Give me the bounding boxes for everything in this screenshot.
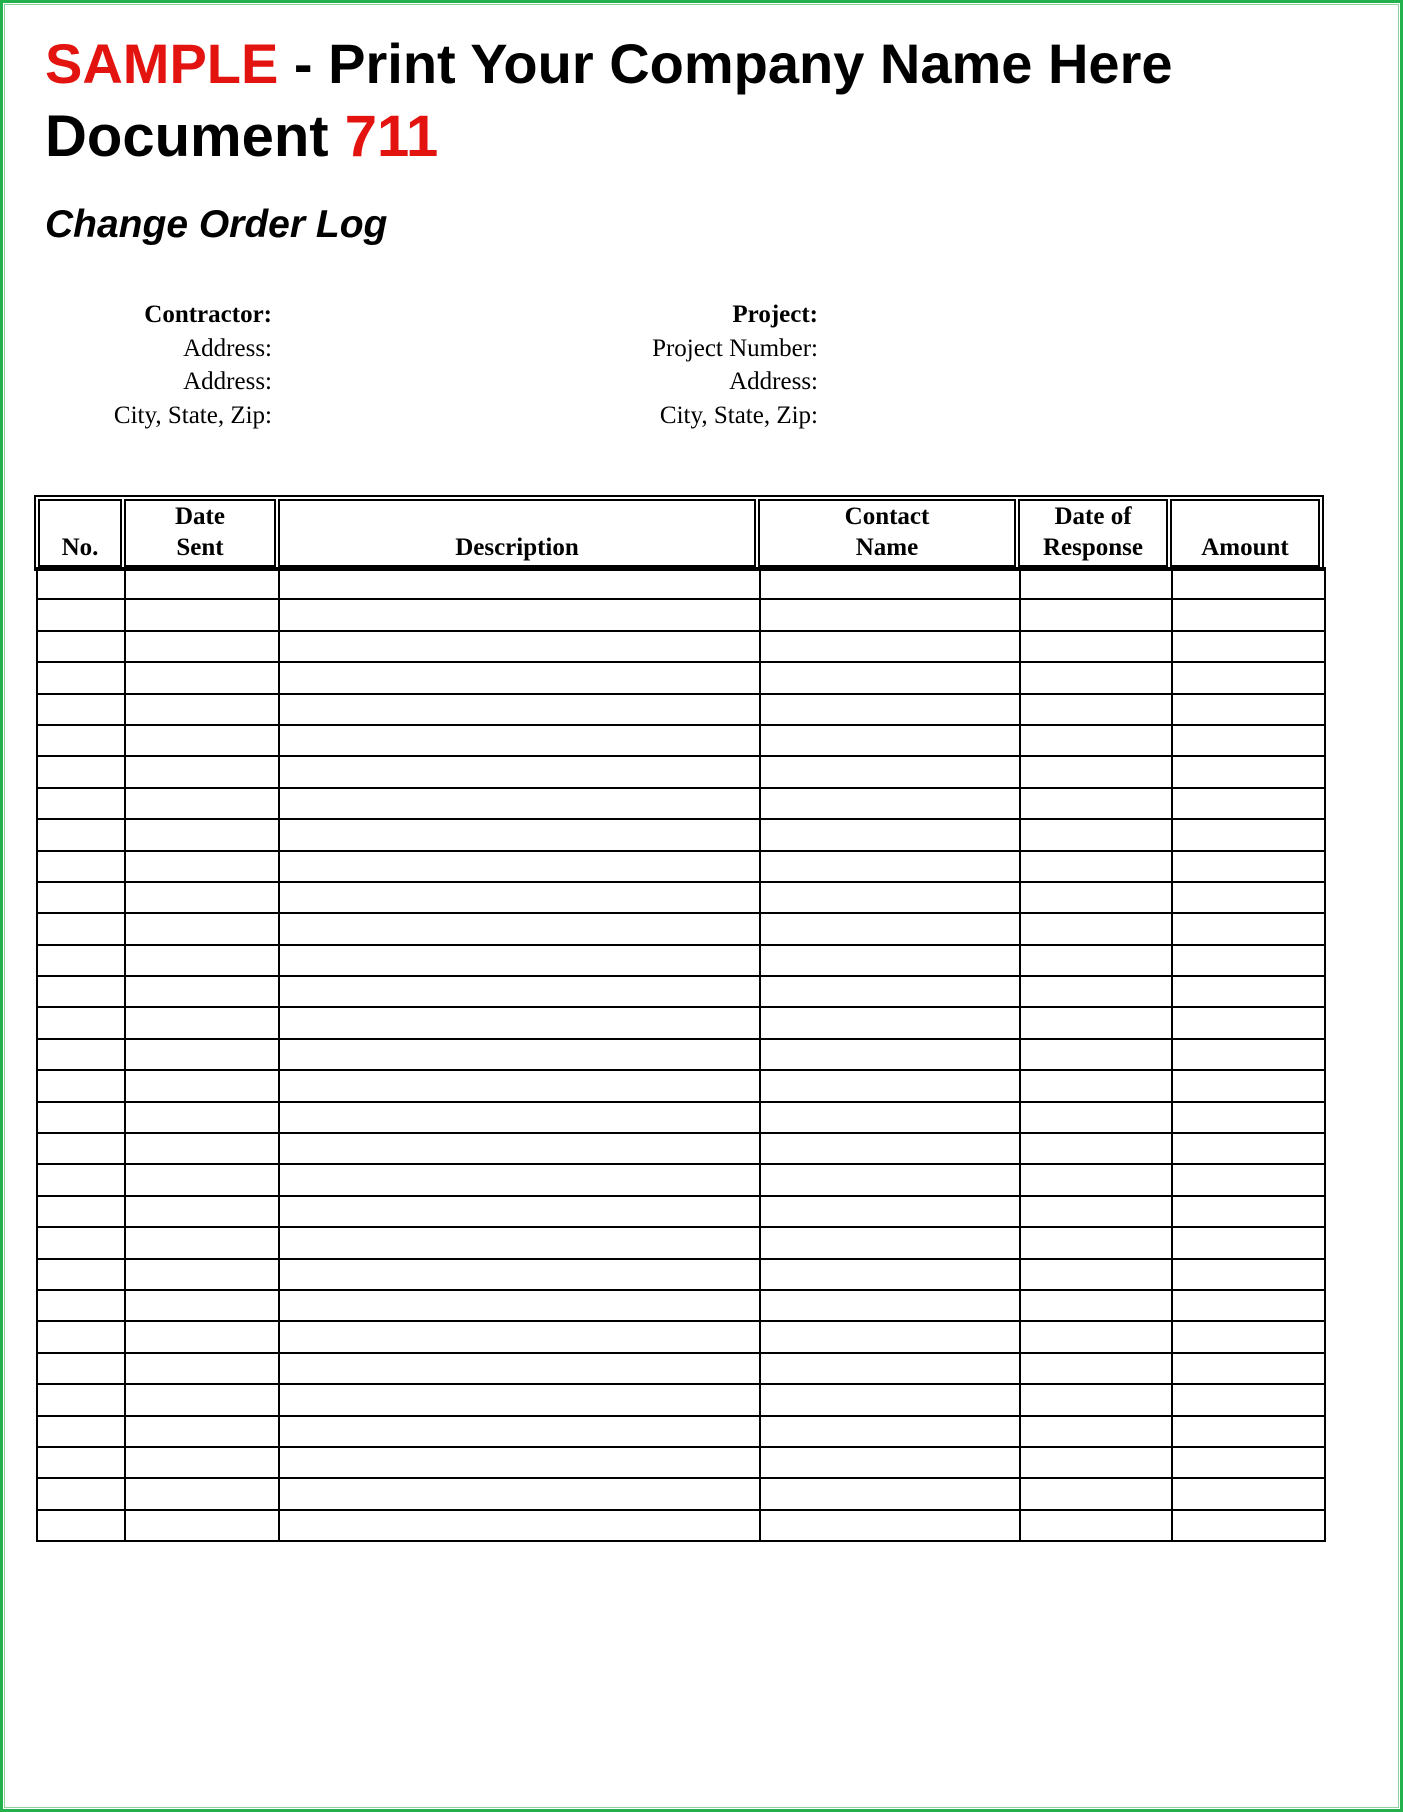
cell-amount[interactable] — [1172, 1102, 1325, 1133]
cell-no[interactable] — [37, 1039, 125, 1070]
cell-no[interactable] — [37, 788, 125, 819]
contractor-city-state-zip-label: City, State, Zip: — [113, 401, 272, 429]
cell-amount[interactable] — [1172, 1353, 1325, 1384]
cell-amount[interactable] — [1172, 599, 1325, 630]
table-row — [37, 1290, 1325, 1321]
cell-no[interactable] — [37, 1321, 125, 1352]
column-header-contact-name: Contact Name — [758, 499, 1016, 567]
cell-date-sent[interactable] — [125, 1164, 279, 1195]
cell-date-sent[interactable] — [125, 662, 279, 693]
table-row — [37, 1447, 1325, 1478]
cell-contact-name[interactable] — [760, 1102, 1020, 1133]
cell-date-sent[interactable] — [125, 945, 279, 976]
cell-contact-name[interactable] — [760, 945, 1020, 976]
document-number: 711 — [344, 104, 439, 169]
cell-date-of-response[interactable] — [1020, 882, 1172, 913]
cell-date-of-response[interactable] — [1020, 1510, 1172, 1541]
cell-date-sent[interactable] — [125, 882, 279, 913]
cell-amount[interactable] — [1172, 725, 1325, 756]
cell-contact-name[interactable] — [760, 756, 1020, 787]
cell-amount[interactable] — [1172, 1039, 1325, 1070]
cell-contact-name[interactable] — [760, 819, 1020, 850]
cell-description[interactable] — [279, 1007, 760, 1038]
cell-no[interactable] — [37, 851, 125, 882]
cell-description[interactable] — [279, 725, 760, 756]
cell-contact-name[interactable] — [760, 1510, 1020, 1541]
table-row — [37, 913, 1325, 944]
sample-label: SAMPLE — [45, 32, 279, 95]
cell-date-of-response[interactable] — [1020, 976, 1172, 1007]
cell-contact-name[interactable] — [760, 631, 1020, 662]
cell-amount[interactable] — [1172, 1321, 1325, 1352]
cell-contact-name[interactable] — [760, 851, 1020, 882]
table-row — [37, 1007, 1325, 1038]
cell-date-of-response[interactable] — [1020, 1007, 1172, 1038]
cell-date-sent[interactable] — [125, 1039, 279, 1070]
table-row — [37, 1227, 1325, 1258]
cell-contact-name[interactable] — [760, 1196, 1020, 1227]
contractor-heading: Contractor: — [144, 301, 272, 328]
cell-no[interactable] — [37, 1164, 125, 1195]
table-row — [37, 1510, 1325, 1541]
cell-description[interactable] — [279, 1070, 760, 1101]
cell-description[interactable] — [279, 1510, 760, 1541]
cell-date-of-response[interactable] — [1020, 1478, 1172, 1509]
cell-date-sent[interactable] — [125, 1416, 279, 1447]
cell-date-of-response[interactable] — [1020, 1164, 1172, 1195]
cell-date-sent[interactable] — [125, 1510, 279, 1541]
cell-date-of-response[interactable] — [1020, 756, 1172, 787]
cell-description[interactable] — [279, 1416, 760, 1447]
cell-amount[interactable] — [1172, 819, 1325, 850]
change-order-table — [34, 495, 1324, 571]
table-row — [37, 1321, 1325, 1352]
cell-contact-name[interactable] — [760, 1164, 1020, 1195]
cell-no[interactable] — [37, 1290, 125, 1321]
project-address-label: Address: — [729, 368, 818, 395]
cell-date-sent[interactable] — [125, 1478, 279, 1509]
cell-no[interactable] — [37, 662, 125, 693]
cell-date-sent[interactable] — [125, 851, 279, 882]
cell-no[interactable] — [37, 694, 125, 725]
cell-date-sent[interactable] — [125, 1353, 279, 1384]
cell-description[interactable] — [279, 1321, 760, 1352]
cell-amount[interactable] — [1172, 913, 1325, 944]
table-header — [34, 495, 1324, 571]
cell-date-sent[interactable] — [125, 1007, 279, 1038]
table-row — [37, 1416, 1325, 1447]
project-number-label: Project Number: — [652, 334, 818, 362]
cell-no[interactable] — [37, 1196, 125, 1227]
cell-contact-name[interactable] — [760, 1227, 1020, 1258]
cell-date-of-response[interactable] — [1020, 568, 1172, 599]
cell-date-sent[interactable] — [125, 819, 279, 850]
table-row — [37, 1133, 1325, 1164]
table-row — [37, 1478, 1325, 1509]
cell-no[interactable] — [37, 1259, 125, 1290]
cell-amount[interactable] — [1172, 1227, 1325, 1258]
company-name-placeholder: - Print Your Company Name Here — [278, 32, 1173, 95]
cell-amount[interactable] — [1172, 1196, 1325, 1227]
cell-description[interactable] — [279, 1384, 760, 1415]
cell-no[interactable] — [37, 1478, 125, 1509]
table-row — [37, 1164, 1325, 1195]
column-header-date-sent: Date Sent — [124, 499, 276, 567]
cell-no[interactable] — [37, 1353, 125, 1384]
cell-amount[interactable] — [1172, 882, 1325, 913]
table-row — [37, 819, 1325, 850]
cell-no[interactable] — [37, 725, 125, 756]
cell-date-sent[interactable] — [125, 788, 279, 819]
project-info-block — [560, 298, 818, 432]
table-row — [37, 882, 1325, 913]
cell-date-sent[interactable] — [125, 756, 279, 787]
cell-date-of-response[interactable] — [1020, 851, 1172, 882]
cell-no[interactable] — [37, 568, 125, 599]
table-row — [37, 1102, 1325, 1133]
cell-description[interactable] — [279, 976, 760, 1007]
cell-description[interactable] — [279, 1227, 760, 1258]
table-body — [36, 567, 1326, 1542]
cell-contact-name[interactable] — [760, 1353, 1020, 1384]
cell-amount[interactable] — [1172, 1478, 1325, 1509]
company-title — [45, 30, 1173, 98]
cell-description[interactable] — [279, 1039, 760, 1070]
cell-description[interactable] — [279, 1353, 760, 1384]
cell-contact-name[interactable] — [760, 1133, 1020, 1164]
table-row — [37, 1384, 1325, 1415]
table-row — [37, 1259, 1325, 1290]
cell-contact-name[interactable] — [760, 882, 1020, 913]
document-label: Document — [45, 104, 345, 169]
cell-amount[interactable] — [1172, 851, 1325, 882]
cell-no[interactable] — [37, 913, 125, 944]
cell-contact-name[interactable] — [760, 662, 1020, 693]
cell-no[interactable] — [37, 756, 125, 787]
cell-date-sent[interactable] — [125, 725, 279, 756]
cell-date-of-response[interactable] — [1020, 1259, 1172, 1290]
cell-date-of-response[interactable] — [1020, 599, 1172, 630]
cell-description[interactable] — [279, 1133, 760, 1164]
table-row — [37, 945, 1325, 976]
cell-amount[interactable] — [1172, 1510, 1325, 1541]
cell-amount[interactable] — [1172, 1416, 1325, 1447]
table-row — [37, 756, 1325, 787]
cell-no[interactable] — [37, 599, 125, 630]
cell-amount[interactable] — [1172, 1384, 1325, 1415]
cell-amount[interactable] — [1172, 1007, 1325, 1038]
cell-no[interactable] — [37, 945, 125, 976]
cell-date-of-response[interactable] — [1020, 1133, 1172, 1164]
table-row — [37, 851, 1325, 882]
table-row — [37, 662, 1325, 693]
cell-contact-name[interactable] — [760, 1290, 1020, 1321]
cell-date-of-response[interactable] — [1020, 631, 1172, 662]
contractor-address2-label: Address: — [183, 368, 272, 395]
cell-contact-name[interactable] — [760, 568, 1020, 599]
cell-description[interactable] — [279, 819, 760, 850]
cell-contact-name[interactable] — [760, 1384, 1020, 1415]
cell-no[interactable] — [37, 1447, 125, 1478]
cell-date-of-response[interactable] — [1020, 694, 1172, 725]
cell-date-sent[interactable] — [125, 1259, 279, 1290]
project-city-state-zip-label: City, State, Zip: — [659, 401, 818, 429]
column-header-no: No. — [38, 499, 122, 567]
column-header-description: Description — [278, 499, 756, 567]
cell-date-sent[interactable] — [125, 568, 279, 599]
cell-description[interactable] — [279, 568, 760, 599]
cell-no[interactable] — [37, 1133, 125, 1164]
cell-date-sent[interactable] — [125, 694, 279, 725]
cell-date-of-response[interactable] — [1020, 819, 1172, 850]
cell-description[interactable] — [279, 945, 760, 976]
cell-date-sent[interactable] — [125, 1196, 279, 1227]
cell-description[interactable] — [279, 1196, 760, 1227]
cell-description[interactable] — [279, 882, 760, 913]
cell-no[interactable] — [37, 1227, 125, 1258]
column-header-amount: Amount — [1170, 499, 1320, 567]
cell-no[interactable] — [37, 1384, 125, 1415]
cell-date-sent[interactable] — [125, 1290, 279, 1321]
cell-description[interactable] — [279, 1447, 760, 1478]
cell-no[interactable] — [37, 1007, 125, 1038]
cell-no[interactable] — [37, 1102, 125, 1133]
cell-date-sent[interactable] — [125, 1227, 279, 1258]
cell-date-of-response[interactable] — [1020, 945, 1172, 976]
cell-date-sent[interactable] — [125, 599, 279, 630]
cell-amount[interactable] — [1172, 694, 1325, 725]
cell-date-of-response[interactable] — [1020, 1196, 1172, 1227]
cell-amount[interactable] — [1172, 1290, 1325, 1321]
cell-amount[interactable] — [1172, 788, 1325, 819]
cell-description[interactable] — [279, 694, 760, 725]
cell-date-sent[interactable] — [125, 913, 279, 944]
cell-no[interactable] — [37, 976, 125, 1007]
cell-amount[interactable] — [1172, 1447, 1325, 1478]
cell-date-sent[interactable] — [125, 976, 279, 1007]
cell-description[interactable] — [279, 788, 760, 819]
cell-date-of-response[interactable] — [1020, 1039, 1172, 1070]
cell-contact-name[interactable] — [760, 599, 1020, 630]
cell-date-sent[interactable] — [125, 1102, 279, 1133]
table-row — [37, 568, 1325, 599]
cell-no[interactable] — [37, 631, 125, 662]
cell-no[interactable] — [37, 882, 125, 913]
table-row — [37, 599, 1325, 630]
cell-contact-name[interactable] — [760, 1007, 1020, 1038]
table-row — [37, 631, 1325, 662]
contractor-info-block — [60, 298, 272, 432]
cell-description[interactable] — [279, 631, 760, 662]
form-subtitle: Change Order Log — [45, 203, 388, 246]
contractor-address1-label: Address: — [183, 334, 272, 362]
cell-amount[interactable] — [1172, 1164, 1325, 1195]
table-row — [37, 725, 1325, 756]
cell-description[interactable] — [279, 756, 760, 787]
cell-amount[interactable] — [1172, 756, 1325, 787]
header-row — [38, 499, 1320, 567]
cell-date-sent[interactable] — [125, 1321, 279, 1352]
table-row — [37, 1196, 1325, 1227]
cell-date-of-response[interactable] — [1020, 788, 1172, 819]
cell-date-sent[interactable] — [125, 1070, 279, 1101]
cell-amount[interactable] — [1172, 945, 1325, 976]
cell-date-of-response[interactable] — [1020, 1321, 1172, 1352]
table-row — [37, 694, 1325, 725]
cell-date-of-response[interactable] — [1020, 725, 1172, 756]
cell-contact-name[interactable] — [760, 1416, 1020, 1447]
cell-description[interactable] — [279, 599, 760, 630]
table-row — [37, 1070, 1325, 1101]
cell-description[interactable] — [279, 851, 760, 882]
cell-contact-name[interactable] — [760, 913, 1020, 944]
cell-description[interactable] — [279, 1259, 760, 1290]
cell-contact-name[interactable] — [760, 1447, 1020, 1478]
cell-no[interactable] — [37, 1416, 125, 1447]
cell-contact-name[interactable] — [760, 1039, 1020, 1070]
cell-description[interactable] — [279, 1164, 760, 1195]
cell-date-of-response[interactable] — [1020, 1102, 1172, 1133]
table-row — [37, 976, 1325, 1007]
cell-contact-name[interactable] — [760, 694, 1020, 725]
cell-date-of-response[interactable] — [1020, 1416, 1172, 1447]
table-row — [37, 788, 1325, 819]
cell-date-of-response[interactable] — [1020, 662, 1172, 693]
cell-amount[interactable] — [1172, 568, 1325, 599]
cell-amount[interactable] — [1172, 976, 1325, 1007]
cell-date-of-response[interactable] — [1020, 1353, 1172, 1384]
cell-amount[interactable] — [1172, 662, 1325, 693]
table-row — [37, 1039, 1325, 1070]
cell-contact-name[interactable] — [760, 976, 1020, 1007]
cell-description[interactable] — [279, 913, 760, 944]
cell-description[interactable] — [279, 662, 760, 693]
cell-date-of-response[interactable] — [1020, 1070, 1172, 1101]
cell-no[interactable] — [37, 1070, 125, 1101]
cell-description[interactable] — [279, 1478, 760, 1509]
table-row — [37, 1353, 1325, 1384]
cell-contact-name[interactable] — [760, 1070, 1020, 1101]
cell-date-sent[interactable] — [125, 1133, 279, 1164]
cell-date-of-response[interactable] — [1020, 913, 1172, 944]
cell-contact-name[interactable] — [760, 725, 1020, 756]
cell-date-of-response[interactable] — [1020, 1384, 1172, 1415]
project-heading: Project: — [732, 301, 818, 328]
cell-contact-name[interactable] — [760, 1259, 1020, 1290]
document-title — [45, 102, 438, 172]
cell-contact-name[interactable] — [760, 1478, 1020, 1509]
cell-amount[interactable] — [1172, 1070, 1325, 1101]
cell-no[interactable] — [37, 1510, 125, 1541]
cell-no[interactable] — [37, 819, 125, 850]
column-header-date-of-response: Date of Response — [1018, 499, 1168, 567]
cell-date-of-response[interactable] — [1020, 1290, 1172, 1321]
cell-date-sent[interactable] — [125, 1384, 279, 1415]
cell-date-sent[interactable] — [125, 1447, 279, 1478]
cell-description[interactable] — [279, 1102, 760, 1133]
cell-date-sent[interactable] — [125, 631, 279, 662]
cell-amount[interactable] — [1172, 631, 1325, 662]
cell-date-of-response[interactable] — [1020, 1227, 1172, 1258]
cell-amount[interactable] — [1172, 1259, 1325, 1290]
cell-date-of-response[interactable] — [1020, 1447, 1172, 1478]
cell-contact-name[interactable] — [760, 1321, 1020, 1352]
cell-amount[interactable] — [1172, 1133, 1325, 1164]
cell-contact-name[interactable] — [760, 788, 1020, 819]
cell-description[interactable] — [279, 1290, 760, 1321]
